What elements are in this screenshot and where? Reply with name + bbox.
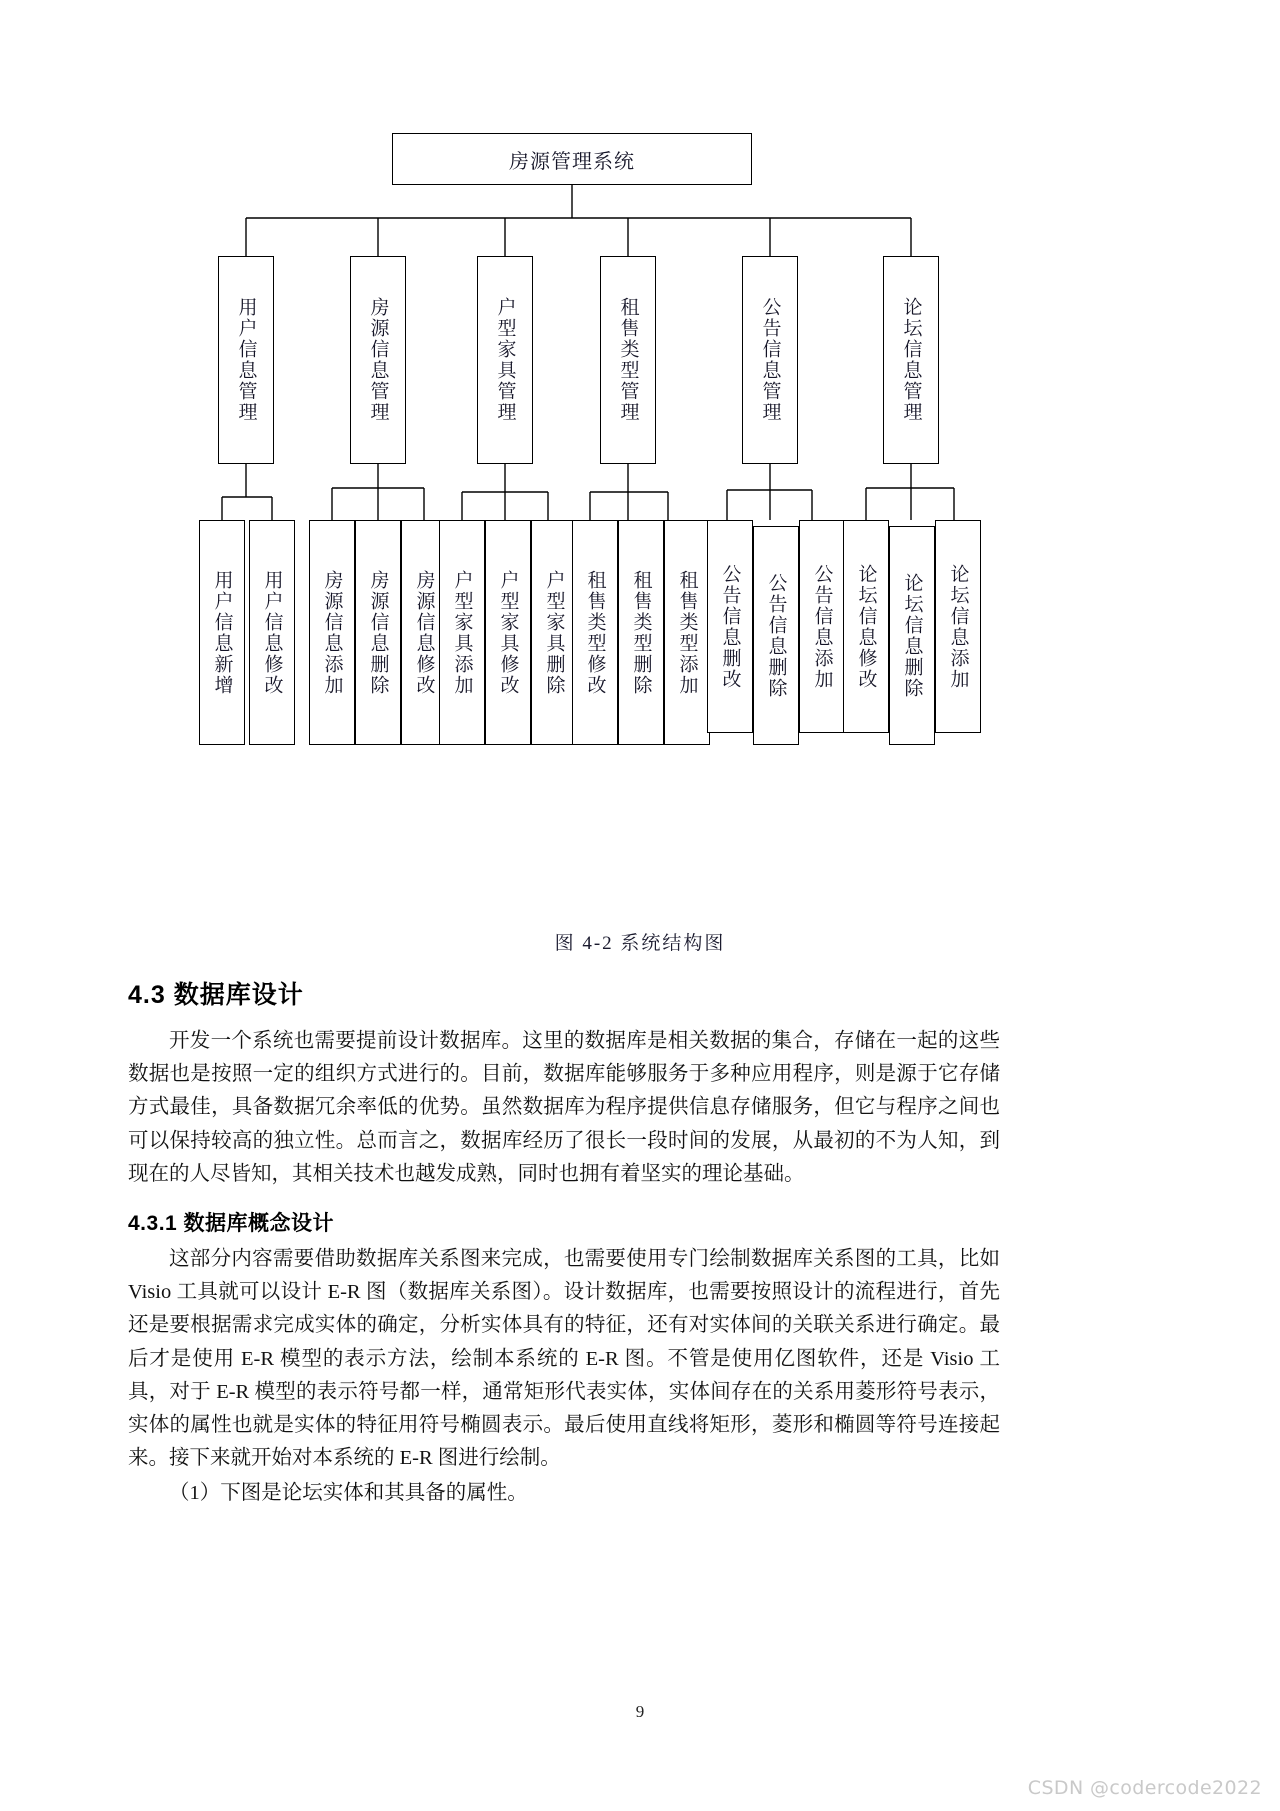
diagram-leaf-node bbox=[309, 520, 355, 745]
diagram-leaf-node bbox=[753, 526, 799, 745]
diagram-leaf-node bbox=[935, 520, 981, 733]
diagram-leaf-label: 户型家具添加 bbox=[451, 569, 473, 696]
paragraph-4-3-1: 这部分内容需要借助数据库关系图来完成，也需要使用专门绘制数据库关系图的工具，比如 Visio 工具就可以设计 E-R 图（数据库关系图）。设计数据库，也需要按照设计的流程进行，首先还是要根据需求完成实体的确定，分析实体具有的特征，还有对实体间的关联关系进行确定。最后才是使用 E-R 模型的表示方法，绘制本系统的 E-R 图。不管是使用亿图软件，还是 Visio 工具，对于 E-R 模型的表示符号都一样，通常矩形代表实体，实体间存在的关系用菱形符号表示，实体的属性也就是实体的特征用符号椭圆表示。最后使用直线将矩形，菱形和椭圆等符号连接起来。接下来就开始对本系统的 E-R 图进行绘制。 bbox=[128, 1248, 1000, 1470]
figure-caption: 图 4-2 系统结构图 bbox=[554, 933, 726, 954]
diagram-leaf-label: 租售类型修改 bbox=[584, 569, 606, 696]
paragraph-4-3: 开发一个系统也需要提前设计数据库。这里的数据库是相关数据的集合，存储在一起的这些数据也是按照一定的组织方式进行的。目前，数据库能够服务于多种应用程序，则是源于它存储方式最佳，具备数据冗余率低的优势。虽然数据库为程序提供信息存储服务，但它与程序之间也可以保持较高的独立性。总而言之，数据库经历了很长一段时间的发展，从最初的不为人知，到现在的人尽皆知，其相关技术也越发成熟，同时也拥有着坚实的理论基础。 bbox=[128, 1030, 1000, 1185]
diagram-leaf-node bbox=[664, 520, 710, 745]
diagram-node-level2-label: 户型家具管理 bbox=[494, 297, 516, 423]
diagram-leaf-label: 用户信息修改 bbox=[261, 569, 283, 696]
diagram-leaf-label: 公告信息删改 bbox=[719, 563, 741, 690]
page-number: 9 bbox=[635, 1702, 645, 1721]
diagram-node-root-label: 房源管理系统 bbox=[509, 150, 635, 173]
diagram-node-level2-label: 房源信息管理 bbox=[367, 297, 389, 423]
diagram-leaf-label: 户型家具修改 bbox=[497, 569, 519, 696]
diagram-leaf-label: 户型家具删除 bbox=[543, 569, 565, 696]
diagram-leaf-node bbox=[439, 520, 485, 745]
diagram-leaf-node bbox=[199, 520, 245, 745]
diagram-leaf-label: 论坛信息删除 bbox=[901, 572, 923, 699]
diagram-node-level2-label: 租售类型管理 bbox=[617, 297, 639, 423]
diagram-node-level2 bbox=[218, 256, 274, 464]
diagram-leaf-label: 租售类型添加 bbox=[676, 569, 698, 696]
diagram-leaf-node bbox=[355, 520, 401, 745]
section-heading-4-3: 4.3 数据库设计 bbox=[128, 981, 304, 1009]
diagram-leaf-label: 公告信息添加 bbox=[811, 563, 833, 690]
diagram-leaf-label: 用户信息新增 bbox=[211, 569, 233, 696]
diagram-leaf-node bbox=[889, 526, 935, 745]
diagram-leaf-node bbox=[799, 520, 845, 733]
diagram-leaf-label: 公告信息删除 bbox=[765, 572, 787, 699]
diagram-leaf-node bbox=[618, 520, 664, 745]
diagram-leaf-node bbox=[249, 520, 295, 745]
watermark: CSDN @codercode2022 bbox=[1027, 1777, 1262, 1799]
diagram-node-level2 bbox=[742, 256, 798, 464]
diagram-node-level2 bbox=[600, 256, 656, 464]
diagram-leaf-node bbox=[485, 520, 531, 745]
document-body bbox=[128, 975, 1000, 1513]
diagram-leaf-node bbox=[531, 520, 577, 745]
diagram-node-level2-label: 用户信息管理 bbox=[235, 297, 257, 423]
diagram-leaf-node bbox=[707, 520, 753, 733]
paragraph-item-1: （1）下图是论坛实体和其具备的属性。 bbox=[169, 1482, 528, 1505]
diagram-node-level2 bbox=[883, 256, 939, 464]
diagram-node-level2-label: 论坛信息管理 bbox=[900, 297, 922, 423]
diagram-leaf-label: 房源信息添加 bbox=[321, 569, 343, 696]
diagram-leaf-node bbox=[572, 520, 618, 745]
diagram-leaf-label: 房源信息修改 bbox=[413, 569, 435, 696]
diagram-node-level2 bbox=[350, 256, 406, 464]
diagram-leaf-label: 论坛信息修改 bbox=[855, 563, 877, 690]
diagram-leaf-label: 房源信息删除 bbox=[367, 569, 389, 696]
diagram-leaf-node bbox=[843, 520, 889, 733]
diagram-node-root bbox=[392, 133, 752, 185]
diagram-node-level2-label: 公告信息管理 bbox=[759, 297, 781, 423]
system-structure-diagram bbox=[0, 0, 1280, 900]
section-heading-4-3-1: 4.3.1 数据库概念设计 bbox=[128, 1212, 335, 1236]
diagram-leaf-label: 论坛信息添加 bbox=[947, 563, 969, 690]
diagram-node-level2 bbox=[477, 256, 533, 464]
diagram-leaf-label: 租售类型删除 bbox=[630, 569, 652, 696]
